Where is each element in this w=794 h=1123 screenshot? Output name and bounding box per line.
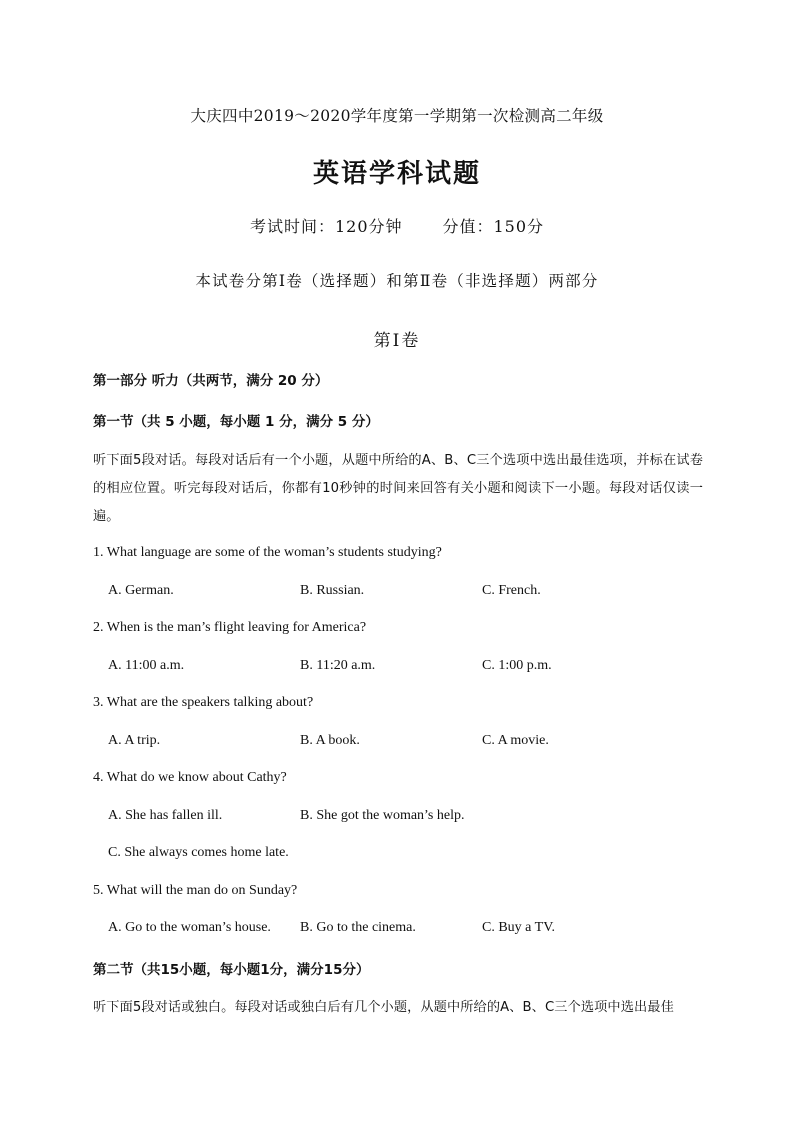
question-5-option-a: A. Go to the woman’s house. xyxy=(108,920,271,935)
section2-heading: 第二节（共15小题，每小题1分，满分15分） xyxy=(93,962,370,978)
question-5-option-b: B. Go to the cinema. xyxy=(300,920,416,935)
question-4-option-c: C. She always comes home late. xyxy=(108,845,289,860)
question-4-option-b: B. She got the woman’s help. xyxy=(300,808,465,823)
section1-heading: 第一节（共 5 小题，每小题 1 分，满分 5 分） xyxy=(93,414,379,430)
exam-title: 英语学科试题 xyxy=(312,159,481,189)
question-3-option-b: B. A book. xyxy=(300,733,360,748)
question-3-stem: 3. What are the speakers talking about? xyxy=(93,695,314,710)
question-2-stem: 2. When is the man’s flight leaving for America? xyxy=(93,620,367,635)
question-2-option-b: B. 11:20 a.m. xyxy=(300,658,376,673)
school-line: 大庆四中2019～2020学年度第一学期第一次检测高二年级 xyxy=(190,107,604,125)
question-2-option-a: A. 11:00 a.m. xyxy=(108,658,185,673)
question-1-option-a: A. German. xyxy=(108,583,174,598)
question-5-stem: 5. What will the man do on Sunday? xyxy=(93,883,298,898)
question-4-option-a: A. She has fallen ill. xyxy=(108,808,223,823)
question-3-option-a: A. A trip. xyxy=(108,733,161,748)
exam-time: 考试时间：120分钟 xyxy=(249,217,403,236)
question-4-stem: 4. What do we know about Cathy? xyxy=(93,770,287,785)
question-1-stem: 1. What language are some of the woman’s students studying? xyxy=(93,545,442,560)
question-1-option-c: C. French. xyxy=(482,583,541,598)
volume-heading: 第Ⅰ卷 xyxy=(373,331,421,351)
question-1-option-b: B. Russian. xyxy=(300,583,365,598)
section1-instructions: 听下面5段对话。每段对话后有一个小题，从题中所给的A、B、C三个选项中选出最佳选项，并标在试卷的相应位置。听完每段对话后，你都有10秒钟的时间来回答有关小题和阅读下一小题。每段对话仅读一遍。 xyxy=(93,453,703,524)
part1-heading: 第一部分 听力（共两节，满分 20 分） xyxy=(93,373,329,389)
exam-info xyxy=(0,214,794,237)
section2-instructions: 听下面5段对话或独白。每段对话或独白后有几个小题，从题中所给的A、B、C三个选项中选出最佳 xyxy=(93,1000,674,1015)
paper-composition: 本试卷分第Ⅰ卷（选择题）和第Ⅱ卷（非选择题）两部分 xyxy=(195,272,599,290)
question-2-option-c: C. 1:00 p.m. xyxy=(482,658,552,673)
question-5-option-c: C. Buy a TV. xyxy=(482,920,555,935)
question-3-option-c: C. A movie. xyxy=(482,733,549,748)
exam-score: 分值：150分 xyxy=(442,217,545,236)
